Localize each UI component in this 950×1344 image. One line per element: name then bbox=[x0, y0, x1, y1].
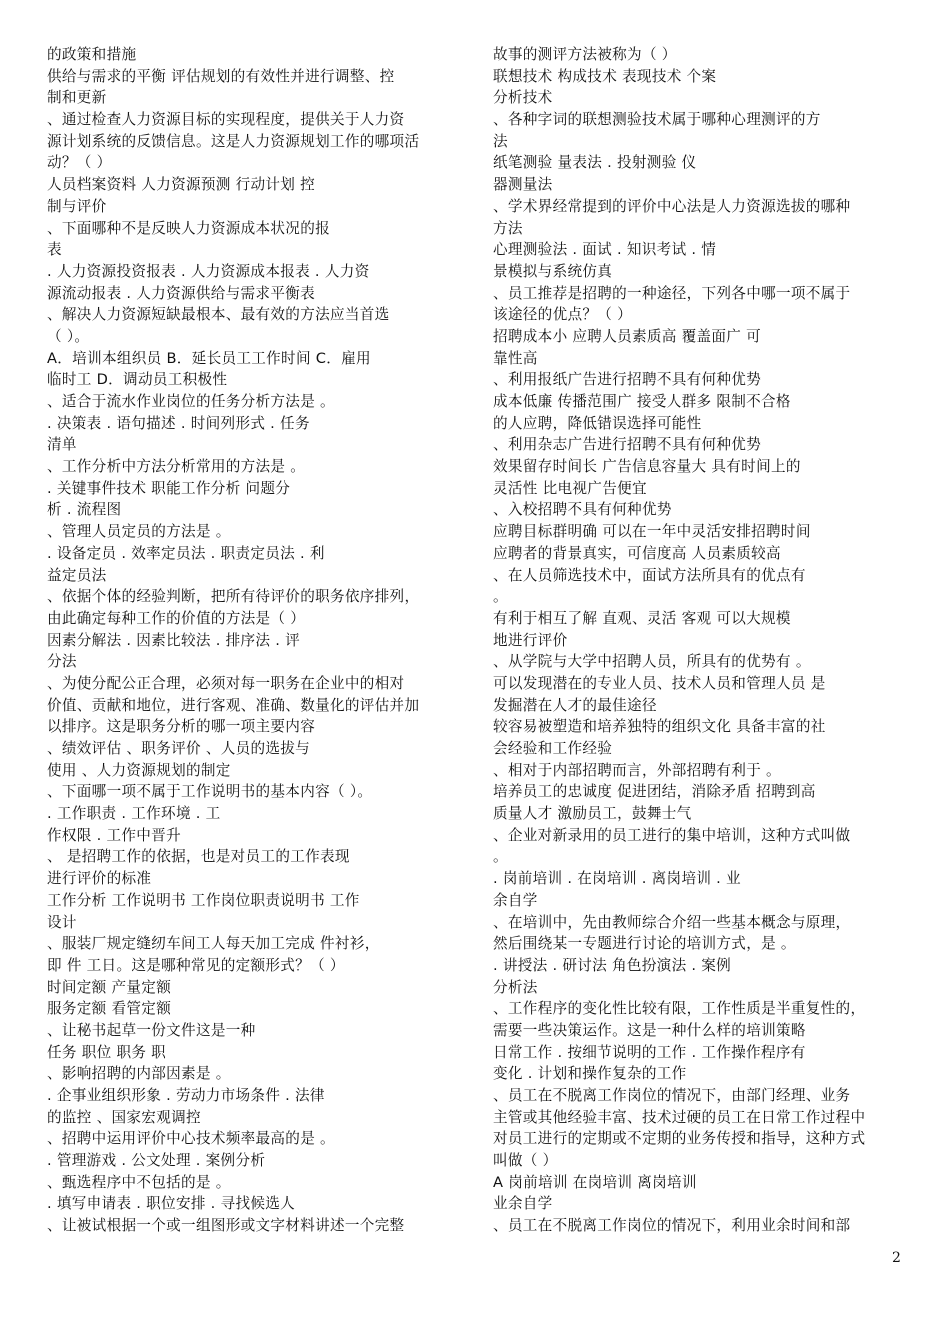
text-line: 联想技术 构成技术 表现技术 个案 bbox=[493, 67, 717, 85]
text-line: 需要一些决策运作。这是一种什么样的培训策略 bbox=[493, 1021, 806, 1039]
text-line: 可以发现潜在的专业人员、技术人员和管理人员 是 bbox=[493, 674, 826, 692]
text-line: 、适合于流水作业岗位的任务分析方法是 。 bbox=[47, 393, 335, 410]
text-line: 故事的测评方法被称为（ ） bbox=[493, 46, 677, 63]
text-line: A．培训本组织员 B．延长员工工作时间 C．雇用 bbox=[47, 349, 371, 367]
text-line: . 工作职责 . 工作环境 . 工 bbox=[47, 805, 221, 823]
text-line: 有利于相互了解 直观、灵活 客观 可以大规模 bbox=[493, 609, 791, 627]
text-line: 地进行评价 bbox=[493, 631, 568, 649]
text-line: . 填写申请表 . 职位安排 . 寻找候选人 bbox=[47, 1195, 296, 1213]
text-line: 价值、贡献和地位，进行客观、准确、数量化的评估并加 bbox=[47, 696, 420, 714]
text-line: 效果留存时间长 广告信息容量大 具有时间上的 bbox=[493, 458, 801, 476]
text-line: 分法 bbox=[47, 653, 77, 671]
text-line: 主管或其他经验丰富、技术过硬的员工在日常工作过程中 bbox=[493, 1108, 866, 1126]
text-line: . 决策表 . 语句描述 . 时间列形式 . 任务 bbox=[47, 414, 310, 432]
text-line: 动？（ ） bbox=[47, 154, 112, 172]
text-line: 分析技术 bbox=[493, 89, 553, 107]
text-line: 制与评价 bbox=[47, 197, 107, 215]
text-line: （ ）。 bbox=[47, 327, 90, 345]
text-line: 清单 bbox=[47, 436, 77, 454]
text-line: 余自学 bbox=[493, 891, 538, 909]
text-line: 、通过检查人力资源目标的实现程度，提供关于人力资 bbox=[47, 111, 405, 129]
text-line: 。 bbox=[493, 588, 508, 606]
text-line: 、利用杂志广告进行招聘不具有何种优势 bbox=[493, 436, 762, 454]
text-line: 发掘潜在人才的最佳途径 bbox=[493, 696, 657, 714]
text-line: 供给与需求的平衡 评估规划的有效性并进行调整、控 bbox=[47, 67, 395, 85]
text-line: 、在人员筛选技术中，面试方法所具有的优点有 bbox=[493, 566, 806, 584]
text-line: 叫做（ ） bbox=[493, 1152, 558, 1170]
text-line: 、员工在不脱离工作岗位的情况下，由部门经理、业务 bbox=[493, 1087, 851, 1104]
text-line: 任务 职位 职务 职 bbox=[47, 1043, 167, 1061]
left-text-column bbox=[47, 44, 460, 1237]
text-line: 表 bbox=[47, 241, 62, 259]
text-line: 制和更新 bbox=[47, 89, 107, 107]
text-line: 、学术界经常提到的评价中心法是人力资源选拔的哪种 bbox=[493, 197, 851, 215]
text-line: 、下面哪种不是反映人力资源成本状况的报 bbox=[47, 219, 330, 237]
text-line: 、让被试根据一个或一组图形或文字材料讲述一个完整 bbox=[47, 1217, 405, 1235]
text-line: 、绩效评估 、职务评价 、人员的选拔与 bbox=[47, 740, 311, 757]
text-line: 然后围绕某一专题进行讨论的培训方式，是 。 bbox=[493, 935, 796, 953]
text-line: 由此确定每种工作的价值的方法是（ ） bbox=[47, 609, 306, 627]
page-number: 2 bbox=[892, 1250, 901, 1266]
text-line: 招聘成本小 应聘人员素质高 覆盖面广 可 bbox=[493, 327, 762, 345]
text-line: 、解决人力资源短缺最根本、最有效的方法应当首选 bbox=[47, 306, 390, 324]
text-line: 设计 bbox=[47, 913, 77, 931]
text-line: 培养员工的忠诚度 促进团结，消除矛盾 招聘到高 bbox=[493, 783, 816, 801]
text-line: 人员档案资料 人力资源预测 行动计划 控 bbox=[47, 176, 316, 194]
text-line: 应聘目标群明确 可以在一年中灵活安排招聘时间 bbox=[493, 523, 811, 541]
text-line: 益定员法 bbox=[47, 566, 107, 584]
text-line: 、企业对新录用的员工进行的集中培训，这种方式叫做 bbox=[493, 826, 851, 844]
text-line: A 岗前培训 在岗培训 离岗培训 bbox=[493, 1173, 697, 1191]
text-line: . 岗前培训 . 在岗培训 . 离岗培训 . 业 bbox=[493, 870, 741, 888]
text-line: 对员工进行的定期或不定期的业务传授和指导，这种方式 bbox=[493, 1130, 866, 1148]
text-line: 源流动报表 . 人力资源供给与需求平衡表 bbox=[47, 284, 316, 302]
text-line: 的政策和措施 bbox=[47, 46, 137, 63]
text-line: 、相对于内部招聘而言，外部招聘有利于 。 bbox=[493, 761, 781, 779]
text-line: 该途径的优点？（ ） bbox=[493, 306, 632, 324]
text-line: 变化 . 计划和操作复杂的工作 bbox=[493, 1065, 687, 1083]
text-line: 心理测验法 . 面试 . 知识考试 . 情 bbox=[493, 241, 717, 259]
text-line: 灵活性 比电视广告便宜 bbox=[493, 479, 647, 497]
text-line: 方法 bbox=[493, 219, 523, 237]
text-line: 即 件 工日。这是哪种常见的定额形式？（ ） bbox=[47, 956, 345, 974]
text-line: 、员工推荐是招聘的一种途径，下列各中哪一项不属于 bbox=[493, 284, 851, 302]
text-line: . 关键事件技术 职能工作分析 问题分 bbox=[47, 479, 291, 497]
text-line: 应聘者的背景真实，可信度高 人员素质较高 bbox=[493, 544, 781, 562]
text-line: 。 bbox=[493, 848, 508, 866]
text-line: 日常工作 . 按细节说明的工作 . 工作操作程序有 bbox=[493, 1043, 806, 1061]
text-line: 、下面哪一项不属于工作说明书的基本内容（ ）。 bbox=[47, 783, 373, 801]
text-line: 进行评价的标准 bbox=[47, 870, 152, 888]
text-line: 成本低廉 传播范围广 接受人群多 限制不合格 bbox=[493, 393, 791, 410]
text-line: 、让秘书起草一份文件这是一种 bbox=[47, 1021, 256, 1039]
text-line: 较容易被塑造和培养独特的组织文化 具备丰富的社 bbox=[493, 718, 826, 736]
text-line: 法 bbox=[493, 132, 508, 150]
text-line: 因素分解法 . 因素比较法 . 排序法 . 评 bbox=[47, 631, 300, 649]
right-text-column bbox=[493, 44, 906, 1237]
text-line: 、服装厂规定缝纫车间工人每天加工完成 件衬衫， bbox=[47, 935, 380, 953]
text-line: 、工作分析中方法分析常用的方法是 。 bbox=[47, 458, 306, 476]
text-line: 、入校招聘不具有何种优势 bbox=[493, 501, 672, 519]
text-line: 、工作程序的变化性比较有限，工作性质是半重复性的， bbox=[493, 1000, 866, 1018]
text-line: 会经验和工作经验 bbox=[493, 740, 613, 757]
text-line: 、各种字词的联想测验技术属于哪种心理测评的方 bbox=[493, 111, 821, 129]
text-line: 的监控 、国家宏观调控 bbox=[47, 1108, 201, 1126]
text-line: 服务定额 看管定额 bbox=[47, 1000, 172, 1018]
text-line: 、甄选程序中不包括的是 。 bbox=[47, 1173, 231, 1191]
text-line: 业余自学 bbox=[493, 1195, 553, 1213]
text-line: 、在培训中，先由教师综合介绍一些基本概念与原理， bbox=[493, 913, 851, 931]
text-line: . 企事业组织形象 . 劳动力市场条件 . 法律 bbox=[47, 1087, 325, 1104]
text-line: 靠性高 bbox=[493, 349, 538, 367]
text-line: 、员工在不脱离工作岗位的情况下，利用业余时间和部 bbox=[493, 1217, 851, 1235]
text-line: 的人应聘，降低错误选择可能性 bbox=[493, 414, 702, 432]
text-line: . 讲授法 . 研讨法 角色扮演法 . 案例 bbox=[493, 956, 732, 974]
text-line: 景模拟与系统仿真 bbox=[493, 262, 613, 280]
text-line: . 管理游戏 . 公文处理 . 案例分析 bbox=[47, 1152, 266, 1170]
text-line: 、为使分配公正合理，必须对每一职务在企业中的相对 bbox=[47, 674, 405, 692]
text-line: 、从学院与大学中招聘人员，所具有的优势有 。 bbox=[493, 653, 811, 671]
text-line: 临时工 D．调动员工积极性 bbox=[47, 371, 228, 389]
text-line: 、利用报纸广告进行招聘不具有何种优势 bbox=[493, 371, 762, 389]
text-line: 器测量法 bbox=[493, 176, 553, 194]
text-line: . 设备定员 . 效率定员法 . 职责定员法 . 利 bbox=[47, 544, 325, 562]
text-line: 、管理人员定员的方法是 。 bbox=[47, 523, 231, 541]
text-line: 、 是招聘工作的依据，也是对员工的工作表现 bbox=[47, 848, 350, 866]
text-line: 质量人才 激励员工，鼓舞士气 bbox=[493, 805, 692, 823]
text-line: 、影响招聘的内部因素是 。 bbox=[47, 1065, 231, 1083]
text-line: . 人力资源投资报表 . 人力资源成本报表 . 人力资 bbox=[47, 262, 370, 280]
text-line: 分析法 bbox=[493, 978, 538, 996]
text-line: 纸笔测验 量表法 . 投射测验 仪 bbox=[493, 154, 697, 172]
text-line: 、招聘中运用评价中心技术频率最高的是 。 bbox=[47, 1130, 335, 1148]
text-line: 使用 、人力资源规划的制定 bbox=[47, 761, 231, 779]
text-line: 时间定额 产量定额 bbox=[47, 978, 172, 996]
text-line: 析 . 流程图 bbox=[47, 501, 122, 519]
text-line: 、依据个体的经验判断，把所有待评价的职务依序排列， bbox=[47, 588, 420, 606]
text-line: 源计划系统的反馈信息。这是人力资源规划工作的哪项活 bbox=[47, 132, 420, 150]
text-line: 以排序。这是职务分析的哪一项主要内容 bbox=[47, 718, 316, 736]
text-line: 工作分析 工作说明书 工作岗位职责说明书 工作 bbox=[47, 891, 360, 909]
text-line: 作权限 . 工作中晋升 bbox=[47, 826, 181, 844]
